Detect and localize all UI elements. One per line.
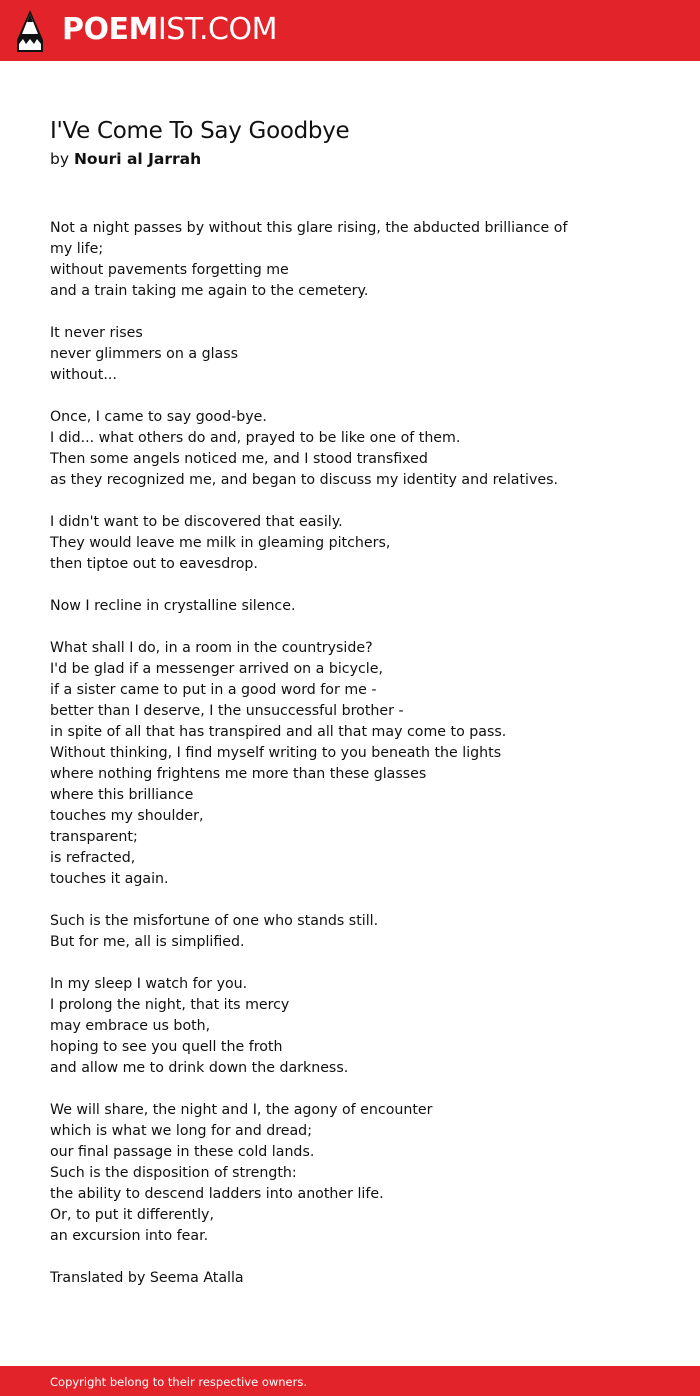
- poem-line: In my sleep I watch for you.: [50, 976, 248, 992]
- poem-line: and a train taking me again to the cemetery.: [50, 283, 369, 299]
- poem-line: which is what we long for and dread;: [50, 1123, 312, 1139]
- poem-line: Without thinking, I find myself writing to you beneath the lights: [50, 745, 502, 761]
- poem-stanza: [50, 974, 650, 1079]
- poem-line: touches it again.: [50, 871, 169, 887]
- poem-stanza: [50, 596, 650, 617]
- poem-line: never glimmers on a glass: [50, 346, 238, 362]
- poem-line: What shall I do, in a room in the countryside?: [50, 640, 373, 656]
- poem-line: Translated by Seema Atalla: [50, 1270, 244, 1286]
- site-logo[interactable]: [62, 12, 277, 48]
- poem-line: Such is the misfortune of one who stands still.: [50, 913, 379, 929]
- poem-stanza: [50, 512, 650, 575]
- poem-line: my life;: [50, 241, 104, 257]
- poem-line: Such is the disposition of strength:: [50, 1165, 297, 1181]
- poem-line: as they recognized me, and began to discuss my identity and relatives.: [50, 472, 559, 488]
- poem-body: [50, 218, 650, 1289]
- poem-line: without pavements forgetting me: [50, 262, 289, 278]
- poem-stanza: [50, 911, 650, 953]
- poem-line: and allow me to drink down the darkness.: [50, 1060, 349, 1076]
- poem-line: Then some angels noticed me, and I stood transfixed: [50, 451, 428, 467]
- poem-line: is refracted,: [50, 850, 136, 866]
- poem-line: if a sister came to put in a good word for me -: [50, 682, 377, 698]
- poem-stanza: [50, 407, 650, 491]
- site-header: [0, 0, 700, 61]
- poem-stanza: [50, 1268, 650, 1289]
- poem-stanza: [50, 218, 650, 302]
- author-name: Nouri al Jarrah: [73, 150, 202, 168]
- poem-line: They would leave me milk in gleaming pitchers,: [50, 535, 391, 551]
- poem-line: the ability to descend ladders into another life.: [50, 1186, 384, 1202]
- poem-line: I did... what others do and, prayed to be like one of them.: [50, 430, 461, 446]
- poem-line: Once, I came to say good-bye.: [50, 409, 267, 425]
- poem-line: I prolong the night, that its mercy: [50, 997, 290, 1013]
- site-footer: [0, 1366, 700, 1396]
- poem-line: in spite of all that has transpired and all that may come to pass.: [50, 724, 507, 740]
- poem-line: It never rises: [50, 325, 143, 341]
- poem-stanza: [50, 1100, 650, 1247]
- poem-line: We will share, the night and I, the agony of encounter: [50, 1102, 433, 1118]
- pencil-tip-icon[interactable]: [17, 10, 43, 52]
- brand-rest: IST.COM: [157, 12, 277, 47]
- poem-line: without...: [50, 367, 117, 383]
- poem-title: I'Ve Come To Say Goodbye: [50, 118, 350, 144]
- poem-line: our final passage in these cold lands.: [50, 1144, 315, 1160]
- poem-line: But for me, all is simplified.: [50, 934, 245, 950]
- poem-line: I didn't want to be discovered that easily.: [50, 514, 343, 530]
- poem-line: transparent;: [50, 829, 138, 845]
- poem-line: I'd be glad if a messenger arrived on a bicycle,: [50, 661, 383, 677]
- byline: [50, 148, 201, 170]
- poem-line: an excursion into fear.: [50, 1228, 209, 1244]
- poem-line: better than I deserve, I the unsuccessful brother -: [50, 703, 404, 719]
- poem-line: Not a night passes by without this glare rising, the abducted brilliance of: [50, 220, 568, 236]
- copyright-text: Copyright belong to their respective owners.: [50, 1375, 308, 1389]
- poem-stanza: [50, 638, 650, 890]
- poem-line: where nothing frightens me more than these glasses: [50, 766, 427, 782]
- poem-line: touches my shoulder,: [50, 808, 204, 824]
- poem-line: where this brilliance: [50, 787, 194, 803]
- poem-line: may embrace us both,: [50, 1018, 211, 1034]
- poem-line: hoping to see you quell the froth: [50, 1039, 283, 1055]
- brand-bold: POEM: [62, 12, 158, 47]
- poem-line: Now I recline in crystalline silence.: [50, 598, 296, 614]
- poem-stanza: [50, 323, 650, 386]
- poem-line: then tiptoe out to eavesdrop.: [50, 556, 258, 572]
- poem-line: Or, to put it differently,: [50, 1207, 214, 1223]
- by-label: by: [50, 150, 70, 168]
